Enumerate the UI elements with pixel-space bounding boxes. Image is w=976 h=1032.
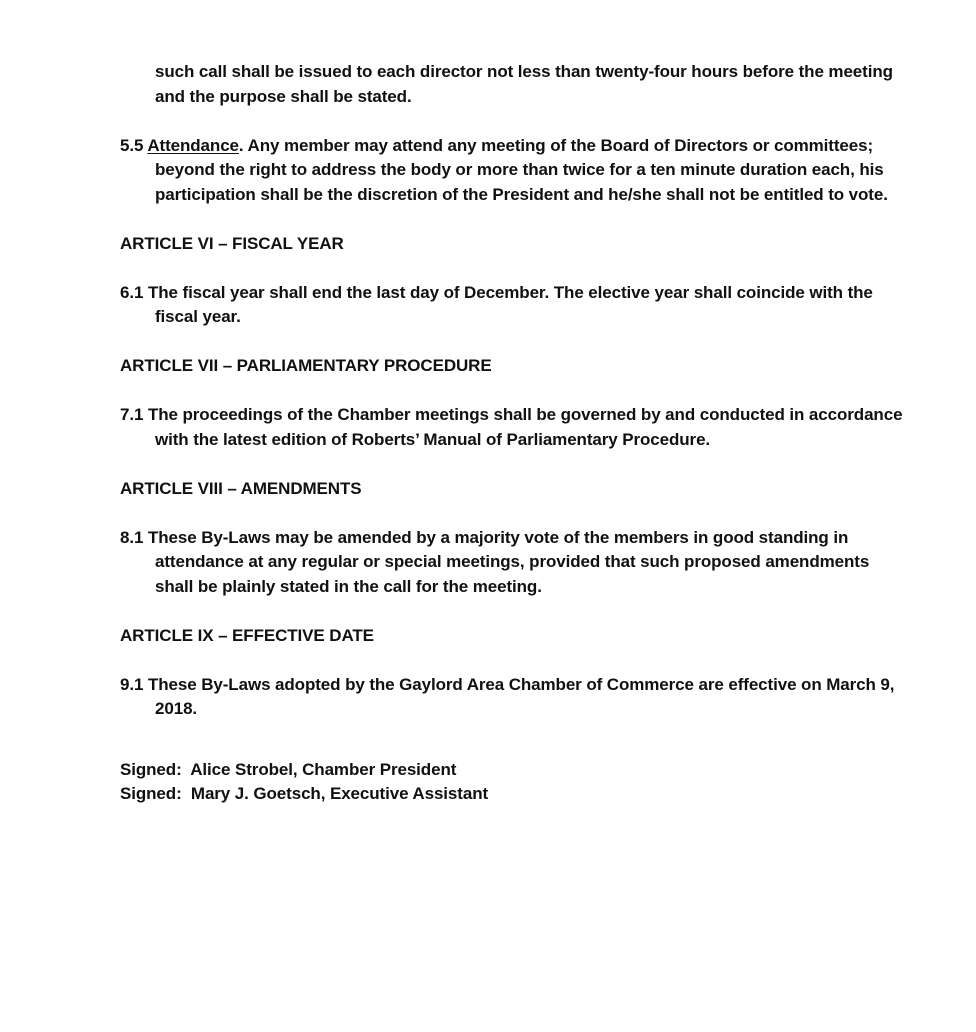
article-6-heading: ARTICLE VI – FISCAL YEAR <box>120 233 344 253</box>
spacer <box>120 207 910 232</box>
spacer <box>120 330 910 355</box>
section-5-5-title: Attendance <box>147 135 239 155</box>
section-5-5-number: 5.5 <box>120 135 148 155</box>
section-7-1-paragraph: 7.1 The proceedings of the Chamber meetings shall be governed by and conducted in accordance with the latest edition of Roberts’ Manual of Parliamentary Procedure. <box>120 405 903 449</box>
section-6-1-paragraph: 6.1 The fiscal year shall end the last day of December. The elective year shall coincide with the fiscal year. <box>120 282 873 326</box>
document-page <box>120 60 910 807</box>
article-9-heading: ARTICLE IX – EFFECTIVE DATE <box>120 625 374 645</box>
continuation-paragraph: such call shall be issued to each director not less than twenty-four hours before the meeting and the purpose shall be stated. <box>155 62 893 106</box>
article-8-heading: ARTICLE VIII – AMENDMENTS <box>120 478 362 498</box>
signature-line-assistant: Signed: Mary J. Goetsch, Executive Assistant <box>120 784 489 803</box>
spacer <box>120 256 910 281</box>
section-5-5-paragraph <box>120 134 910 208</box>
spacer <box>120 109 910 134</box>
spacer <box>120 452 910 477</box>
spacer <box>120 648 910 673</box>
section-5-5-body: . Any member may attend any meeting of the Board of Directors or committees; beyond the right to address the body or more than twice for a ten minute duration each, his participation shall be the discretion of the President and he/she shall not be entitled to vote. <box>155 135 888 204</box>
spacer <box>120 599 910 624</box>
section-9-1-paragraph: 9.1 These By-Laws adopted by the Gaylord Area Chamber of Commerce are effective on March 9, 2018. <box>120 674 895 718</box>
signature-line-president: Signed: Alice Strobel, Chamber President <box>120 759 457 779</box>
signature-block <box>120 758 910 807</box>
spacer <box>120 501 910 526</box>
spacer <box>120 379 910 404</box>
section-8-1-paragraph: 8.1 These By-Laws may be amended by a majority vote of the members in good standing in attendance at any regular or special meetings, provided that such proposed amendments shall be plainly stated in the call for the meeting. <box>120 527 870 596</box>
article-7-heading: ARTICLE VII – PARLIAMENTARY PROCEDURE <box>120 356 492 375</box>
